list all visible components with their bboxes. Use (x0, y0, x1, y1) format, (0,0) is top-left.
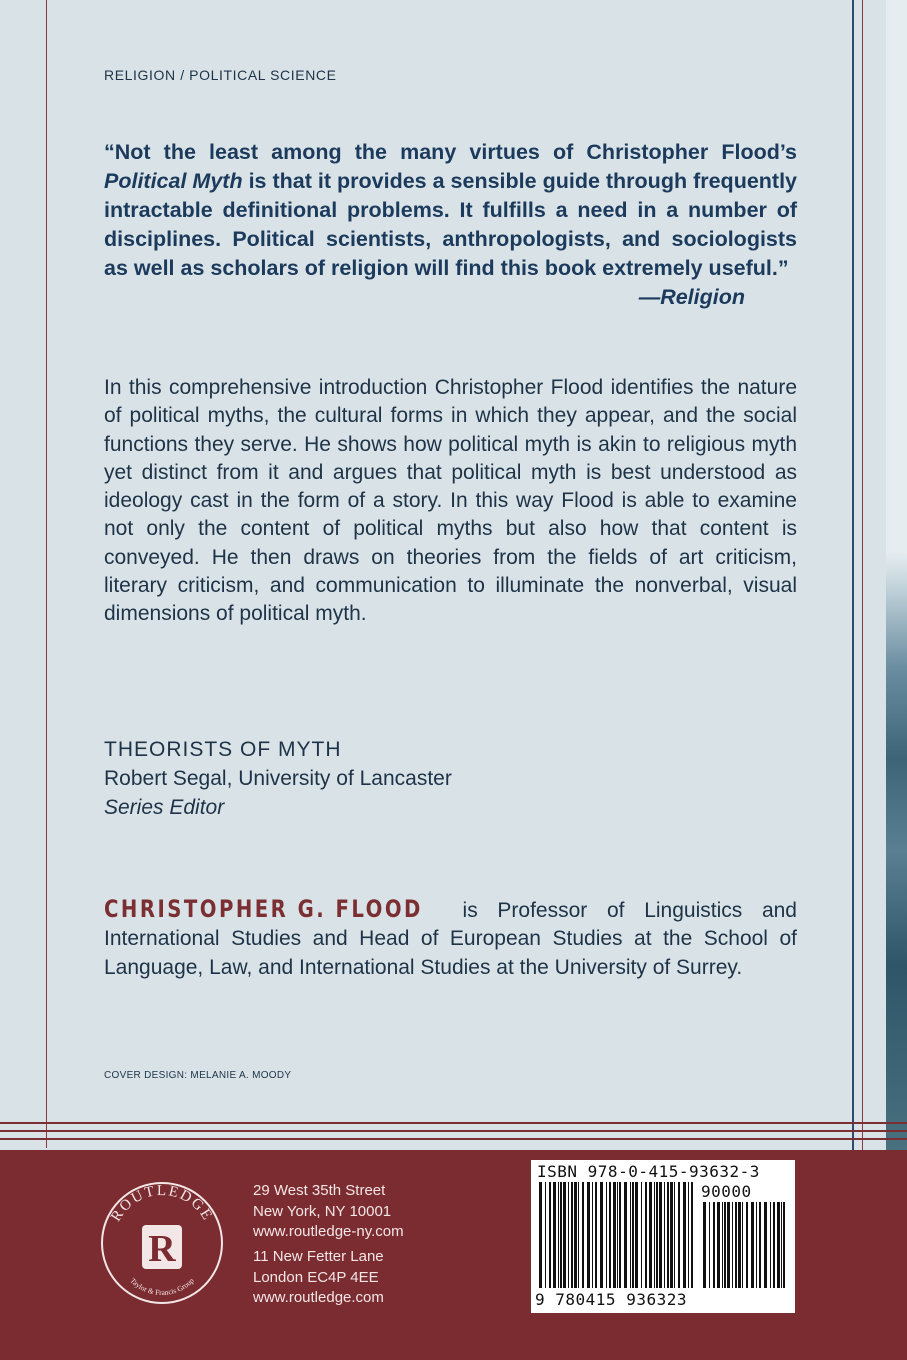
footer-rule-2 (0, 1130, 907, 1132)
series-block (104, 735, 452, 822)
series-editor-role: Series Editor (104, 796, 225, 819)
author-name: CHRISTOPHER G. FLOOD (104, 895, 423, 923)
category-label: RELIGION / POLITICAL SCIENCE (104, 67, 337, 83)
uk-address-street: 11 New Fetter Lane (253, 1248, 384, 1265)
quote-book-title: Political Myth (104, 169, 243, 193)
barcode-bar (539, 1182, 542, 1288)
cover-design-credit: COVER DESIGN: MELANIE A. MOODY (104, 1070, 292, 1081)
barcode-bar (632, 1182, 634, 1288)
review-quote (104, 138, 797, 312)
barcode-bar (545, 1182, 546, 1288)
quote-rest: is that it provides a sensible guide through frequently intractable definitional problems. It fulfills a need in a number of disciplines. Political scientists, anthropologists, and sociologists as well as scholars of religion will find this book extremely useful.” (104, 169, 798, 280)
barcode-bar (724, 1202, 726, 1288)
barcode-bar (746, 1202, 748, 1288)
barcode-bar (582, 1182, 584, 1288)
barcode-bar (571, 1182, 573, 1288)
barcode-bar (568, 1182, 569, 1288)
frame-line-left (46, 0, 47, 1148)
barcode-bar (732, 1202, 733, 1288)
barcode-bar (683, 1182, 686, 1288)
svg-text:ROUTLEDGE (108, 1183, 216, 1224)
barcode-bar (664, 1182, 665, 1288)
barcode-bar (667, 1182, 669, 1288)
barcode-bar (674, 1182, 675, 1288)
quote-source: —Religion (638, 285, 745, 309)
us-address-street: 29 West 35th Street (253, 1182, 386, 1199)
barcode-bar (764, 1202, 767, 1288)
price-code: 90000 (701, 1182, 752, 1201)
barcode-bar (742, 1202, 743, 1288)
barcode-bar (613, 1182, 616, 1288)
addon-barcode (701, 1202, 789, 1290)
logo-wordmark: ROUTLEDGE (108, 1182, 216, 1225)
barcode-bar (624, 1182, 627, 1288)
barcode-bar (563, 1182, 566, 1288)
barcode-bar (717, 1202, 720, 1288)
barcode-bar (727, 1202, 730, 1288)
svg-text:Taylor & Francis Group (128, 1276, 196, 1297)
ean-barcode (537, 1182, 697, 1290)
barcode-bar (759, 1202, 761, 1288)
logo-letter: R (148, 1228, 176, 1270)
barcode-bar (630, 1182, 631, 1288)
author-bio (104, 895, 797, 982)
us-address-city: New York, NY 10001 (253, 1202, 392, 1220)
uk-address (253, 1247, 384, 1309)
barcode-bar (678, 1182, 680, 1288)
barcode-bar (777, 1202, 780, 1288)
book-description: In this comprehensive introduction Christopher Flood identifies the nature of political myths, the cultural forms in which they appear, and the social functions they serve. He shows how political myth is akin to religious myth yet distinct from it and argues that political myth is best understood as ideology cast in the form of a story. In this way Flood is able to examine not only the content of political myths but also how that content is conveyed. He then draws on theories from the fields of art criticism, literary criticism, and communication to illuminate the nonverbal, visual dimensions of political myth. (104, 376, 797, 626)
barcode-bar (656, 1182, 658, 1288)
barcode-bar (587, 1182, 590, 1288)
barcode-bar (722, 1202, 723, 1288)
barcode-bar (592, 1182, 593, 1288)
uk-address-city: London EC4P 4EE (253, 1268, 379, 1286)
barcode-bar (709, 1202, 710, 1288)
us-address-web: www.routledge-ny.com (253, 1223, 404, 1240)
series-title: THEORISTS OF MYTH (104, 738, 342, 761)
barcode-bar (751, 1202, 754, 1288)
barcode-bar (773, 1202, 775, 1288)
us-address (253, 1181, 404, 1243)
barcode-bar (549, 1182, 551, 1288)
barcode-bar (635, 1182, 638, 1288)
barcode-bar (738, 1202, 741, 1288)
logo-subtitle: Taylor & Francis Group (128, 1275, 196, 1298)
barcode-bar (645, 1182, 647, 1288)
barcode-bar (606, 1182, 607, 1288)
barcode-bar (756, 1202, 757, 1288)
barcode-bar (783, 1202, 785, 1288)
barcode-bar (691, 1182, 693, 1288)
barcode-bar (641, 1182, 642, 1288)
barcode-bar (617, 1182, 618, 1288)
footer-rule-1 (0, 1122, 907, 1124)
barcode-bar (659, 1182, 662, 1288)
barcode-bar (770, 1202, 771, 1288)
front-cover-edge (886, 0, 907, 1150)
quote-open: “Not the least among the many virtues of Christopher Flood’s (104, 140, 797, 164)
barcode-bar (560, 1182, 562, 1288)
barcode-bar (703, 1202, 706, 1288)
barcode-bar (670, 1182, 673, 1288)
barcode-bar (649, 1182, 652, 1288)
ean-digits: 9 780415 936323 (535, 1290, 687, 1309)
frame-line-right-red (862, 0, 863, 1150)
barcode-bar (578, 1182, 579, 1288)
barcode-bar (713, 1202, 715, 1288)
author-bio-text: is Professor of Linguistics and International Studies and Head of European Studies at the School of Language, Law, and International Studies at the University of Surrey. (104, 899, 797, 979)
barcode-bar (609, 1182, 611, 1288)
barcode-bar (595, 1182, 597, 1288)
barcode-bar (619, 1182, 621, 1288)
barcode-bar (600, 1182, 603, 1288)
footer-rule-3 (0, 1138, 907, 1140)
frame-line-right (852, 0, 854, 1150)
barcode-bar (558, 1182, 559, 1288)
barcode-panel (531, 1160, 795, 1313)
barcode-bar (574, 1182, 577, 1288)
routledge-logo (100, 1181, 224, 1305)
isbn-text: ISBN 978-0-415-93632-3 (537, 1162, 760, 1181)
series-editor: Robert Segal, University of Lancaster (104, 767, 452, 790)
barcode-bar (654, 1182, 655, 1288)
barcode-bar (553, 1182, 556, 1288)
barcode-bar (688, 1182, 689, 1288)
barcode-bar (781, 1202, 782, 1288)
barcode-bar (735, 1202, 737, 1288)
uk-address-web: www.routledge.com (253, 1289, 384, 1306)
